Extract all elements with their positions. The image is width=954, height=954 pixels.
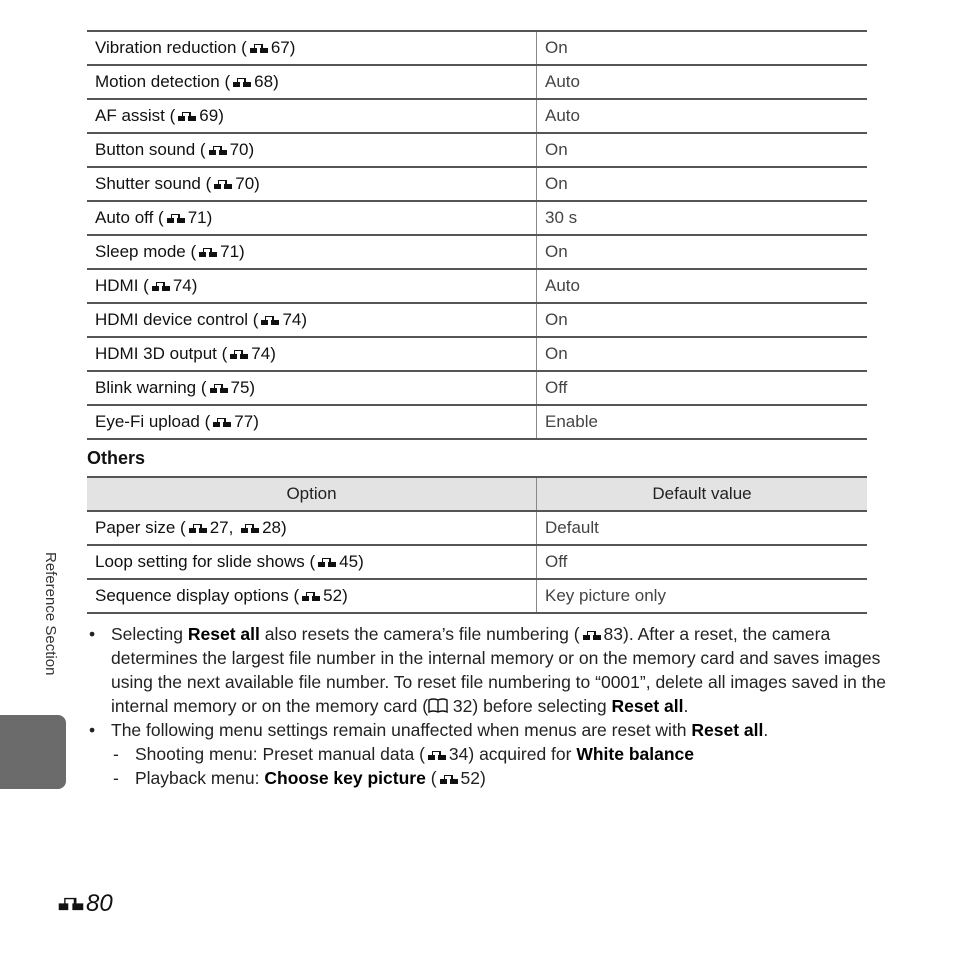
reference-icon <box>165 213 187 224</box>
reference-icon <box>239 523 261 534</box>
reference-icon <box>197 247 219 258</box>
settings-table <box>87 30 867 440</box>
note-bullet-reset-numbering: • Selecting Reset all also resets the camera’s file numbering ( 83). After a reset, the camera determines the largest file number in the internal memory or on the memory card and saves images using the next available file number. To reset file numbering to “0001”, delete all images saved in the internal memory or on the memory card ( 32) before selecting Reset all. <box>89 624 886 716</box>
bullet-marker: • <box>89 624 96 644</box>
option-value: Key picture only <box>537 579 868 613</box>
option-name: Eye-Fi upload ( 77) <box>87 405 537 439</box>
book-icon <box>428 698 448 714</box>
table-row <box>87 201 867 235</box>
option-name: HDMI ( 74) <box>87 269 537 303</box>
reference-icon <box>316 557 338 568</box>
option-name: HDMI device control ( 74) <box>87 303 537 337</box>
section-tab-marker <box>0 715 66 789</box>
option-column-header: Option <box>87 477 537 511</box>
option-value: On <box>537 31 868 65</box>
notes <box>87 622 887 790</box>
option-value: Off <box>537 545 868 579</box>
option-name: AF assist ( 69) <box>87 99 537 133</box>
option-name: Sleep mode ( 71) <box>87 235 537 269</box>
others-table <box>87 476 867 614</box>
reference-icon <box>231 77 253 88</box>
option-name: Sequence display options ( 52) <box>87 579 537 613</box>
option-name: Shutter sound ( 70) <box>87 167 537 201</box>
reference-icon <box>581 630 603 641</box>
option-value: Enable <box>537 405 868 439</box>
note-bullet-unaffected-settings: • The following menu settings remain unaffected when menus are reset with Reset all. <box>89 720 769 740</box>
table-row <box>87 99 867 133</box>
reference-icon <box>187 523 209 534</box>
table-row <box>87 371 867 405</box>
option-name: Blink warning ( 75) <box>87 371 537 405</box>
table-row <box>87 579 867 613</box>
option-value: 30 s <box>537 201 868 235</box>
reference-icon <box>438 774 460 785</box>
reference-icon <box>208 383 230 394</box>
option-value: Default <box>537 511 868 545</box>
option-name: HDMI 3D output ( 74) <box>87 337 537 371</box>
table-row <box>87 405 867 439</box>
option-name: Vibration reduction ( 67) <box>87 31 537 65</box>
table-row <box>87 269 867 303</box>
page-number: 80 <box>56 890 113 918</box>
option-value: On <box>537 235 868 269</box>
note-sub-playback-menu: - Playback menu: Choose key picture ( 52) <box>113 768 486 788</box>
table-row <box>87 511 867 545</box>
bullet-marker: • <box>89 720 96 740</box>
option-name: Loop setting for slide shows ( 45) <box>87 545 537 579</box>
table-row <box>87 133 867 167</box>
reference-icon <box>56 895 86 913</box>
reference-icon <box>176 111 198 122</box>
section-tab-label: Reference Section <box>42 552 59 676</box>
reference-icon <box>228 349 250 360</box>
option-name: Paper size ( 27, 28) <box>87 511 537 545</box>
table-row <box>87 167 867 201</box>
option-value: Auto <box>537 269 868 303</box>
dash-marker: - <box>113 768 119 788</box>
option-value: On <box>537 133 868 167</box>
reference-icon <box>212 179 234 190</box>
reference-icon <box>259 315 281 326</box>
table-header-row <box>87 477 867 511</box>
option-value: Auto <box>537 99 868 133</box>
table-row <box>87 545 867 579</box>
dash-marker: - <box>113 744 119 764</box>
reference-icon <box>211 417 233 428</box>
option-value: On <box>537 337 868 371</box>
others-heading: Others <box>87 448 146 468</box>
table-row <box>87 65 867 99</box>
table-row <box>87 31 867 65</box>
option-value: Auto <box>537 65 868 99</box>
note-sub-shooting-menu: - Shooting menu: Preset manual data ( 34) acquired for White balance <box>113 744 695 764</box>
table-row <box>87 303 867 337</box>
reference-icon <box>426 750 448 761</box>
default-value-column-header: Default value <box>537 477 868 511</box>
reference-icon <box>207 145 229 156</box>
reference-icon <box>150 281 172 292</box>
table-row <box>87 337 867 371</box>
reference-icon <box>300 591 322 602</box>
table-row <box>87 235 867 269</box>
reference-icon <box>248 43 270 54</box>
option-value: On <box>537 167 868 201</box>
option-name: Auto off ( 71) <box>87 201 537 235</box>
option-name: Motion detection ( 68) <box>87 65 537 99</box>
option-name: Button sound ( 70) <box>87 133 537 167</box>
option-value: On <box>537 303 868 337</box>
option-value: Off <box>537 371 868 405</box>
